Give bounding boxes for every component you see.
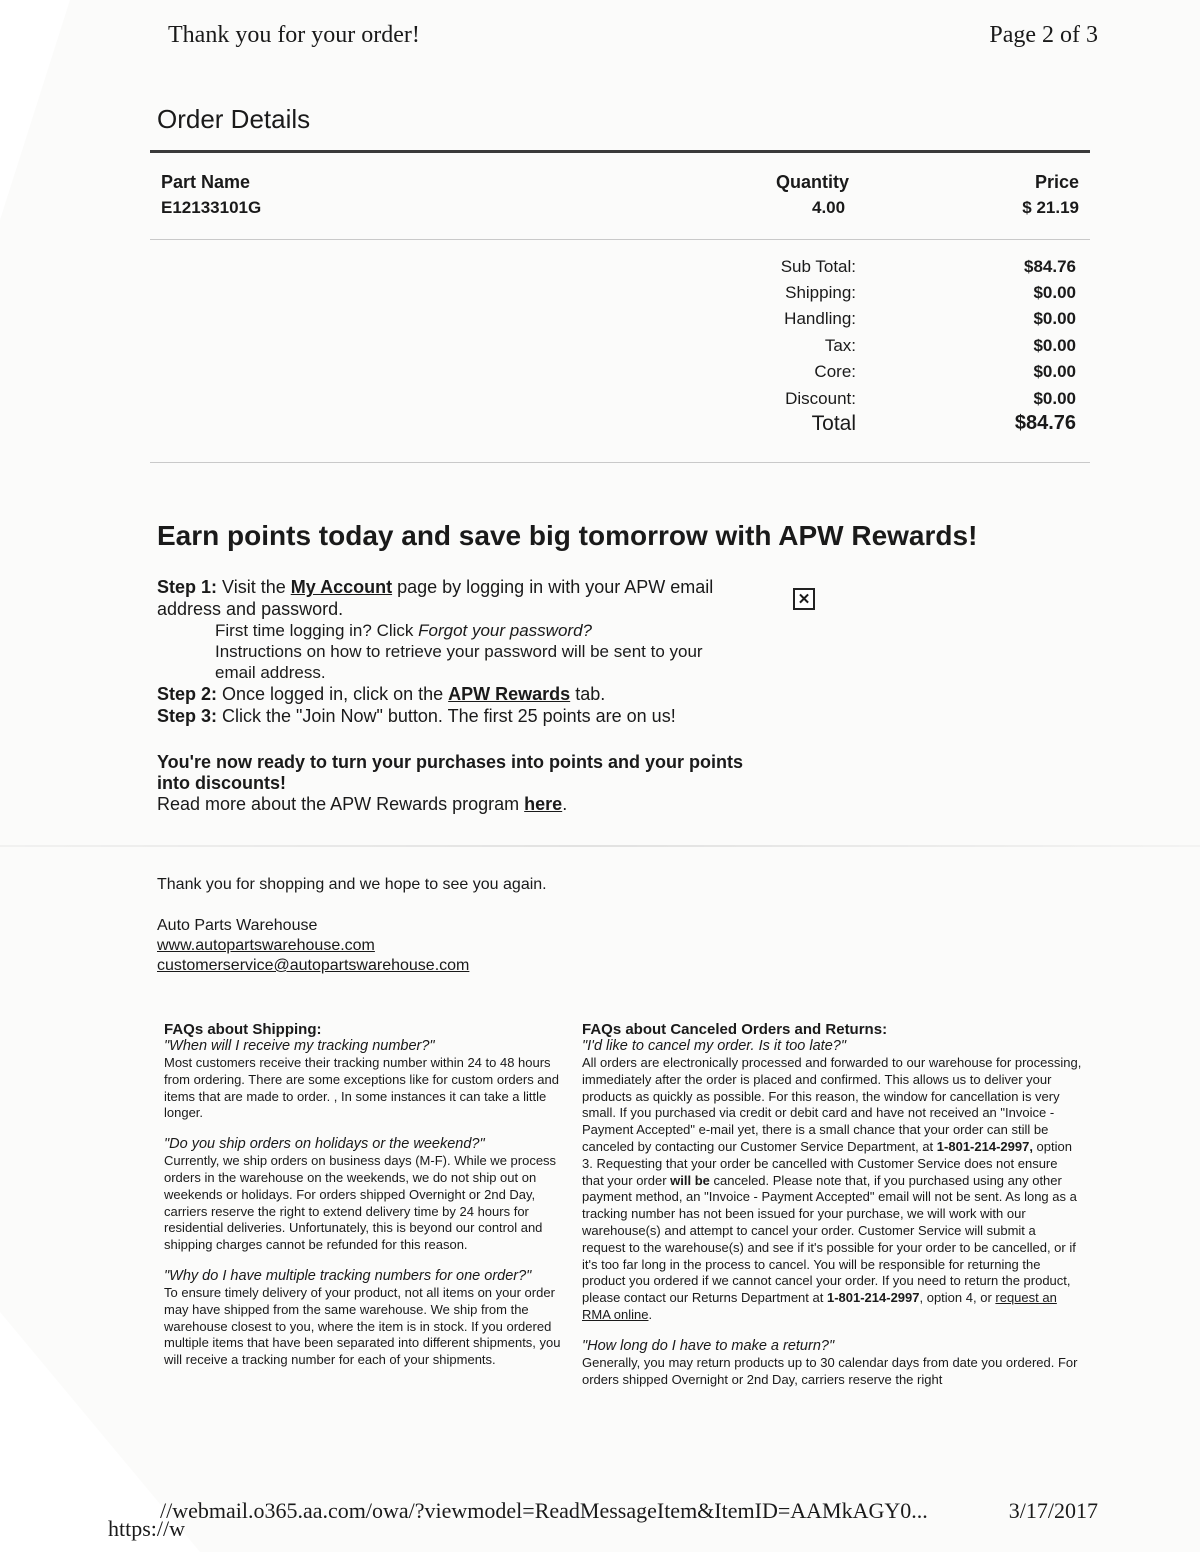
first-time-login-text: First time logging in? Click — [215, 621, 419, 640]
faq-shipping-a1: Most customers receive their tracking number within 24 to 48 hours from ordering. There are some exceptions like for custom orders and items that are made to order. , In some instances it can take a little longer. — [164, 1055, 559, 1121]
customer-service-email-link[interactable]: customerservice@autopartswarehouse.com — [157, 957, 470, 974]
company-name: Auto Parts Warehouse — [157, 917, 318, 934]
part-name-cell: E12133101G — [161, 198, 262, 217]
faq-returns-a1-part4: , option 4, or — [919, 1290, 996, 1306]
handling-value: $0.00 — [1033, 309, 1076, 328]
returns-phone-number: 1-801-214-2997 — [826, 1290, 920, 1306]
website-link[interactable]: www.autopartswarehouse.com — [157, 937, 375, 954]
shipping-label: Shipping: — [785, 283, 856, 302]
price-cell: $ 21.19 — [1022, 198, 1079, 217]
step-1-line-2: address and password. — [157, 599, 344, 619]
faq-shipping-q1: "When will I receive my tracking number?" — [164, 1038, 435, 1054]
scan-fold-shadow — [0, 0, 70, 220]
faq-returns-a1-part3: canceled. Please note that, if you purchased using any other payment method, an "Invoice - Payment Accepted" email will not be sent. As long as a tracking number has not been issued for your purchase, we will work with our warehouse(s) and attempt to cancel your order. Customer Service will submit a request to the warehouse(s) and see if it's possible for your order to be cancelled, or if it's too far long in the process to cancel. You will be responsible for returning the product you ordered if we cannot cancel your order. If you need to return the product, please contact our Returns Department at — [582, 1172, 1077, 1306]
my-account-link[interactable]: My Account — [290, 577, 393, 597]
handling-label: Handling: — [784, 309, 856, 328]
part-name-header: Part Name — [161, 172, 251, 192]
faq-returns-a1-part5: . — [648, 1306, 653, 1322]
footer-url-prefix: https://w — [108, 1516, 186, 1541]
tax-label: Tax: — [824, 336, 856, 355]
faq-returns — [582, 1021, 1082, 1402]
shipping-value: $0.00 — [1033, 283, 1076, 302]
items-divider — [150, 239, 1090, 240]
faq-shipping-a3: To ensure timely delivery of your product, not all items on your order may have shipped from the same warehouse. We ship from the warehouse closest to you, where the item is in stock. If you ordered multiple items that have been separated into different shipments, you will receive a tracking number for each of your shipments. — [164, 1284, 561, 1368]
first-time-login-note — [157, 620, 797, 641]
tax-value: $0.00 — [1033, 336, 1076, 355]
rewards-ready-message — [157, 752, 817, 815]
core-value: $0.00 — [1033, 362, 1076, 381]
broken-image-icon: ✕ — [793, 588, 815, 610]
summary-divider — [150, 462, 1090, 463]
faq-returns-a1-part2: option 3. Requesting that your order be cancelled with Customer Service does not ensure that your order — [582, 1138, 1072, 1188]
page-number: Page 2 of 3 — [989, 22, 1098, 48]
step-3-text: Click the "Join Now" button. The first 25 points are on us! — [217, 706, 676, 726]
faq-returns-title: FAQs about Canceled Orders and Returns: — [582, 1021, 888, 1038]
rewards-heading: Earn points today and save big tomorrow with APW Rewards! — [157, 520, 978, 551]
faq-returns-q1: "I'd like to cancel my order. Is it too late?" — [582, 1038, 846, 1054]
step-2-text-post: tab. — [570, 684, 606, 704]
request-rma-link[interactable]: request an RMA online — [582, 1290, 1057, 1322]
core-label: Core: — [814, 362, 856, 381]
read-more-here-link[interactable]: here — [524, 794, 563, 814]
faq-shipping-title: FAQs about Shipping: — [164, 1021, 322, 1038]
order-details-heading: Order Details — [157, 104, 311, 134]
step-1-label: Step 1: — [157, 577, 218, 597]
read-more-text: Read more about the APW Rewards program — [157, 794, 525, 814]
will-be-emphasis: will be — [670, 1172, 710, 1188]
order-details-divider — [150, 150, 1090, 153]
footer-date: 3/17/2017 — [1008, 1498, 1098, 1523]
step-1-text-post: page by logging in with your APW email — [392, 577, 714, 597]
closing-thanks: Thank you for shopping and we hope to see you again. — [157, 876, 547, 893]
faq-returns-a2: Generally, you may return products up to 30 calendar days from date you ordered. For orders shipped Overnight or 2nd Day, carriers reserve the right — [582, 1354, 1078, 1387]
faq-returns-q2: "How long do I have to make a return?" — [582, 1337, 835, 1354]
step-2-label: Step 2: — [157, 684, 218, 704]
faq-shipping-a2: Currently, we ship orders on business days (M-F). While we process orders in the warehouse on the weekends, we do not ship out on weekends or holidays. For orders shipped Overnight or 2nd Day, carriers reserve the right to extend delivery time by 24 hours for residential deliveries. Unfortunately, this is beyond our control and shipping charges cannot be refunded for this reason. — [164, 1153, 557, 1253]
faq-returns-a1 — [582, 1055, 1082, 1324]
ready-headline-1: You're now ready to turn your purchases into points and your points — [157, 752, 743, 772]
read-more-period: . — [562, 794, 568, 814]
total-label: Total — [811, 412, 856, 435]
faq-shipping — [164, 1021, 574, 1383]
faq-returns-a1-part1: All orders are electronically processed and forwarded to our warehouse for processing, immediately after the order is placed and confirmed. This allows us to deliver your products as quickly as possible. For this reason, the window for cancellation is very small. If you purchased via credit or debit card and have not received an "Invoice - Payment Accepted" e-mail yet, there is a small chance that your order can still be canceled by contacting our Customer Service Department, at — [582, 1055, 1082, 1154]
quantity-header: Quantity — [776, 172, 850, 192]
faq-shipping-q2: "Do you ship orders on holidays or the weekend?" — [164, 1136, 485, 1153]
forgot-password-text: Forgot your password? — [418, 621, 592, 640]
step-3-line — [157, 705, 797, 727]
footer-url: //webmail.o365.aa.com/owa/?viewmodel=ReadMessageItem&ItemID=AAMkAGY0... — [160, 1498, 928, 1523]
step-3-label: Step 3: — [157, 706, 218, 726]
discount-value: $0.00 — [1033, 389, 1076, 408]
price-header: Price — [1034, 172, 1079, 192]
password-instructions-line-1: Instructions on how to retrieve your password will be sent to your — [215, 642, 703, 661]
page-header-title: Thank you for your order! — [168, 22, 420, 48]
step-2-line — [157, 683, 797, 705]
password-instructions-line-2: email address. — [215, 663, 326, 682]
ready-headline-2: into discounts! — [157, 773, 286, 793]
subtotal-value: $84.76 — [1024, 257, 1076, 276]
cs-phone-number: 1-801-214-2997, — [936, 1138, 1033, 1154]
rewards-steps — [157, 576, 797, 727]
paper-crease — [0, 845, 1200, 847]
step-2-text-pre: Once logged in, click on the — [217, 684, 449, 704]
faq-shipping-q3: "Why do I have multiple tracking numbers for one order?" — [164, 1267, 532, 1284]
step-1-line — [157, 576, 797, 598]
step-1-text-pre: Visit the — [217, 577, 291, 597]
company-contact-block — [157, 916, 469, 976]
quantity-cell: 4.00 — [812, 198, 846, 217]
subtotal-label: Sub Total: — [780, 257, 856, 276]
total-value: $84.76 — [1014, 412, 1076, 434]
discount-label: Discount: — [785, 389, 856, 408]
apw-rewards-tab-link[interactable]: APW Rewards — [448, 684, 571, 704]
